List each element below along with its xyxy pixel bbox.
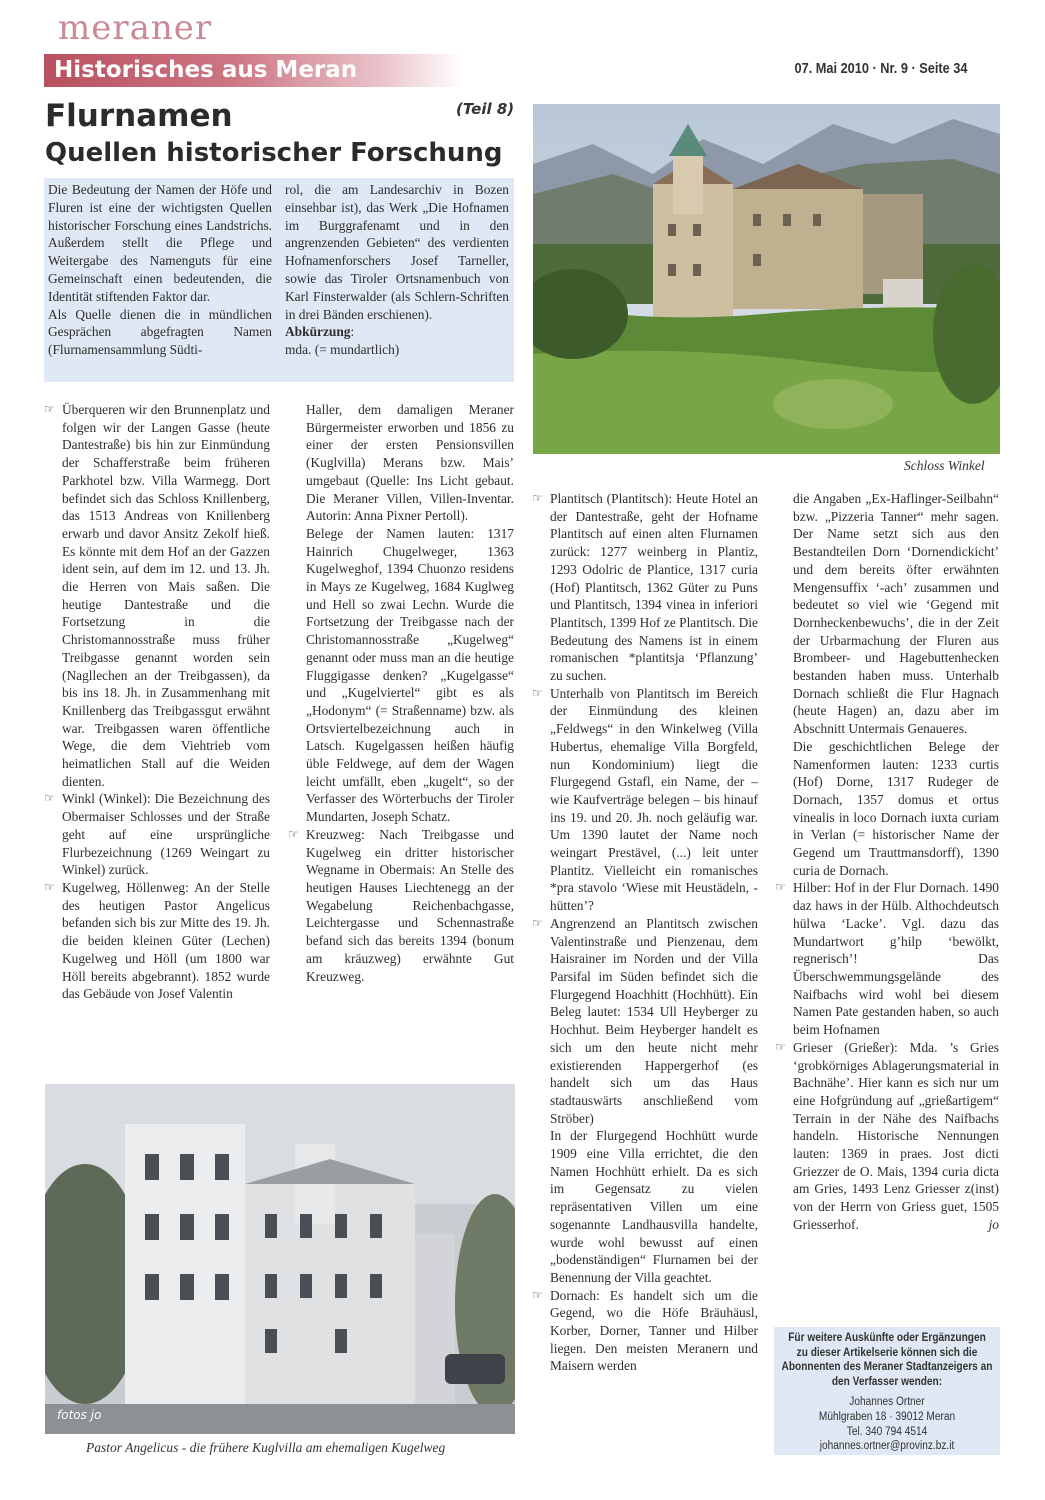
article-part: (Teil 8)	[456, 100, 515, 118]
pointing-hand-icon: ☞	[44, 879, 55, 894]
photo-pastor-angelicus	[45, 1084, 515, 1434]
pointing-hand-icon: ☞	[532, 915, 543, 930]
section-banner	[44, 54, 464, 87]
entry-belege: Belege der Namen lauten: 1317 Hainrich Chugelweger, 1363 Kugelweghof, 1394 Chuonzo residens in Mays ze Kugelweg, 1684 Kuglweg und Hell so zwai Lechn. Wurde die Fortsetzung der Treibgasse nach der Christomannosstraße „Kugelweg“ genannt oder muss man an die heutige Fluggigasse denken? „Kugelgasse“ und „Kugelviertel“ gibt es als „Hodonym“ (= Straßenname) bzw. als Ortsviertelbezeichnung auch in Latsch. Kugelgassen heißen häufig üble Feldwege, auf dem der Wagen leicht umfällt, eben „kugelt“, so der Verfasser des Wörterbuchs der Tiroler Mundarten, Joseph Schatz.	[306, 525, 514, 825]
author-signature: jo	[988, 1216, 999, 1232]
entry-winkl	[44, 790, 270, 879]
entry-brunnenplatz	[44, 401, 270, 790]
entry-text: Dornach: Es handelt sich um die Gegend, wo die Höfe Bräuhäusl, Korber, Dorner, Tanner und Hilber liegen. Den meisten Meranern und Maisern werden	[550, 1287, 758, 1374]
author-contact-box	[774, 1327, 1000, 1455]
contact-address: Mühlgraben 18 · 39012 Meran	[818, 1410, 956, 1423]
entry-hochhuett: In der Flurgegend Hochhütt wurde 1909 eine Villa errichtet, die den Namen Hochhütt erhielt. Da es sich im Gegensatz zu vielen repräsentativen Villen um eine sogenannte Landhausvilla handelte, wurde wohl bewusst auf einen „bodenständigen“ Flurnamen bei der Benennung der Villa geachtet.	[550, 1128, 758, 1285]
pointing-hand-icon: ☞	[532, 491, 543, 505]
abbrev-text: mda. (= mundartlich)	[285, 342, 400, 358]
entry-text: Überqueren wir den Brunnenplatz und folgen wir der Langen Gasse (heute Dantestraße) bis hin zur Einmündung der Schafferstraße beim früheren Parkhotel bzw. Villa Warmegg. Dort befindet sich das Schloss Knillenberg, das 1513 Andreas von Knillenberg erwarb und davor Ansitz Zekolf hieß. Es könnte mit dem Hof an der Gazzen ident sein, auf dem im 12. und 13. Jh. die Herren von Mais saßen. Die heutige Dantestraße und die Fortsetzung in die Christomannosstraße muss früher Treibgasse genannt worden sein (Nagllechen an der Treibgassen), da bis ins 18. Jh. in Zusammenhang mit Knillenberg das Treibgassgut erwähnt war. Treibgassen waren öffentliche Wege, die dem Viehtrieb vom heimatlichen Stall auf die Weiden dienten.	[62, 402, 270, 789]
castle-photo-image	[533, 104, 1000, 454]
column-2	[288, 401, 514, 985]
column-3	[532, 490, 758, 1375]
pointing-hand-icon: ☞	[775, 880, 786, 895]
entry-text: Unterhalb von Plantitsch im Bereich der Einmündung des kleinen „Feldwegs“ in den Winkelweg (Villa Hubertus, ehemalige Villa Borgfeld, nun Kondominium) liegt die Flurgegend Gstafl, ein Name, der – wie Kaufverträge belegen – bis hinauf ins 19. und 20. Jh. noch geläufig war. Um 1390 lautet der Name noch weingart Prestävel, (...) leit unter Plantitz. Vielleicht ein romanisches *pra stavolo ‘Wiese mit Heustädeln, -hütten’?	[550, 685, 758, 914]
entry-gstafl	[532, 685, 758, 915]
article-title: Flurnamen	[45, 98, 233, 134]
entry-text: Angrenzend an Plantitsch zwischen Valentinstraße und Pienzenau, dem Haisrainer im Norden und der Villa Parsifal im Süden befindet sich die Flurgegend Hoachhitt (Hochhütt). Ein Beleg lautet: 1534 Ull Heyberger zu Hochhut. Beim Heyberger handelt es sich um den heute nicht mehr existierenden Happergerhof (es handelt sich um das Haus stadtauswärts anschließend vom Ströber)	[550, 915, 758, 1126]
entry-kugelweg	[44, 879, 270, 1003]
villa-caption: Pastor Angelicus - die frühere Kuglvilla am ehemaligen Kugelweg	[86, 1440, 446, 1455]
entry-text: Kugelweg, Höllenweg: An der Stelle des heutigen Pastor Angelicus befanden sich bis zur Mitte des 19. Jh. die beiden kleinen Güter (Lechen) Kugelweg und Höll (um 1800 war Höll bereits abgebrannt). 1852 wurde das Gebäude von Josef Valentin	[62, 879, 270, 1002]
castle-caption: Schloss Winkel	[904, 458, 985, 473]
entry-hoachhitt	[532, 915, 758, 1127]
photo-schloss-winkel	[533, 104, 1000, 454]
column-1	[44, 401, 270, 1003]
pointing-hand-icon: ☞	[775, 1039, 786, 1054]
masthead-logo: meraner	[58, 8, 213, 48]
pointing-hand-icon: ☞	[288, 826, 299, 841]
entry-text: Kreuzweg: Nach Treibgasse und Kugelweg ein dritter historischer Wegname in Obermais: An Stelle des heutigen Hauses Liechtenegg an der Wegabelung Reichenbachgasse, Leichtergasse und Schennastraße befand sich das bereits 1394 (bonum am kräuzweg) erwähnte Gut Kreuzweg.	[306, 826, 514, 984]
entry-text: Grieser (Grießer): Mda. ’s Gries ‘grobkörniges Ablagerungsmaterial in Bachnähe’. Hier kann es sich nur um eine Hofgründung auf „grießartigem“ Terrain in der Nähe des Naifbachs handeln. Historische Nennungen lauten: 1369 in praes. Jost dicti Griezzer de O. Mais, 1394 curia dicta am Gries, 1493 Lenz Griesser z(inst) von der Herrn von Griess guet, 1505 Griesserhof.	[793, 1039, 999, 1232]
intro-right-text: rol, die am Landesarchiv in Bozen einsehbar ist), das Werk „Die Hofnamen im Burggrafenamt und in den angrenzenden Gebieten“ des verdienten Hofnamenforschers Josef Tarneller, sowie das Tiroler Ortsnamenbuch von Karl Finsterwalder (als Schlern-Schriften in drei Bänden erschienen).	[285, 182, 509, 322]
intro-right: rol, die am Landesarchiv in Bozen einsehbar ist), das Werk „Die Hofnamen im Burggrafenamt und in den angrenzenden Gebieten“ des verdienten Hofnamenforschers Josef Tarneller, sowie das Tiroler Ortsnamenbuch von Karl Finsterwalder (als Schlern-Schriften in drei Bänden erschienen). Abkürzung: mda. (= mundartlich)	[285, 182, 509, 358]
contact-note: Für weitere Auskünfte oder Ergänzungen zu dieser Artikelserie können sich die Abonnenten des Meraner Stadtanzeigers an den Verfasser wenden:	[781, 1332, 993, 1388]
photo-credit: fotos jo	[57, 1408, 102, 1422]
contact-name: Johannes Ortner	[849, 1396, 925, 1409]
abbrev-label: Abkürzung	[285, 324, 351, 340]
entry-dornach-cont: die Angaben „Ex-Haflinger-Seilbahn“ bzw. „Pizzeria Tanner“ mehr sagen. Der Name setzt sich aus den Bestandteilen Dorn ‘Dornendickicht’ und dem bereits öfter erwähnten Mengensuffix ‘-ach’ zusammen und bedeutet so viel wie ‘Gegend mit Dornheckenbewuchs’, die in der Zeit der Urbarmachung der Fluren aus Brombeer- und Hagebuttenhecken bestanden haben muss. Unterhalb Dornach schließt die Flur Hagnach (heute Hagen) an, dazu aber im Abschnitt Untermais Genaueres.	[793, 491, 999, 737]
pointing-hand-icon: ☞	[532, 1287, 543, 1302]
article-subtitle: Quellen historischer Forschung	[45, 138, 503, 168]
villa-photo-image	[45, 1084, 515, 1434]
entry-text: Winkl (Winkel): Die Bezeichnung des Obermaiser Schlosses und der Straße geht auf eine ursprüngliche Flurbezeichnung (1269 Weingart zu Winkel) zurück.	[62, 791, 270, 878]
intro-box	[44, 178, 514, 382]
intro-left: Die Bedeutung der Namen der Höfe und Fluren ist eine der wichtigsten Quellen historischer Forschung eines Landstrichs. Außerdem stellt die Pflege und Weitergabe des Namenguts für eine Gemeinschaft einen bedeutenden, die Identität stiftenden Faktor dar. Als Quelle dienen die in mündlichen Gesprächen abgefragten Namen (Flurnamensammlung Südti-	[48, 182, 272, 358]
issue-info: 07. Mai 2010 · Nr. 9 · Seite 34	[794, 60, 967, 77]
contact-phone: Tel. 340 794 4514	[846, 1425, 928, 1438]
entry-plantitsch	[532, 490, 758, 685]
contact-email[interactable]: johannes.ortner@provinz.bz.it	[819, 1440, 955, 1453]
entry-kreuzweg	[288, 826, 514, 985]
section-title: Historisches aus Meran	[54, 57, 358, 83]
entry-hilber	[775, 879, 999, 1038]
entry-continuation: Haller, dem damaligen Meraner Bürgermeister erworben und 1856 zu einer der ersten Pensionsvillen (Kuglvilla) Merans bzw. Mais’ umgebaut (Quelle: Ins Licht gebaut. Die Meraner Villen, Villen-Inventar. Autorin: Anna Pixner Pertoll).	[306, 402, 514, 524]
entry-text: Hilber: Hof in der Flur Dornach. 1490 daz haws in der Hülb. Althochdeutsch hülwa ‘Lacke’. Vgl. dazu das Mundartwort g’hilp ‘bewölkt, regnerisch’! Das Überschwemmungsgelände des Naifbachs wird wohl bei diesem Namen Pate gestanden haben, so auch beim Hofnamen	[793, 880, 999, 1038]
column-4	[775, 490, 999, 1234]
entry-dornach	[532, 1287, 758, 1376]
entry-dornach-belege: Die geschichtlichen Belege der Namenformen lauten: 1233 curtis (Hof) Dorne, 1317 Rudeger de Dornach, 1357 domus et ortus vinealis in loco Dornach iuxta curiam in Verlan (= historischer Name der Gegend um Trauttmansdorff), 1390 curia de Dornach.	[793, 738, 999, 878]
entry-text: Plantitsch (Plantitsch): Heute Hotel an der Dantestraße, geht der Hofname Plantitsch auf einen alten Flurnamen zurück: 1277 weinberg in Plantiz, 1293 Odolric de Plantice, 1317 curia (Hof) Plantitsch, 1362 Güter zu Puns und Plantitsch, 1394 vinea in inferiori Plantitsch, 1399 Hof ze Plantitsch. Die Bedeutung des Namens ist in einem romanischen *plantitsja ‘Pflanzung’ zu suchen.	[550, 491, 758, 684]
pointing-hand-icon: ☞	[532, 685, 543, 700]
pointing-hand-icon: ☞	[44, 791, 55, 806]
pointing-hand-icon: ☞	[44, 402, 55, 416]
entry-grieser	[775, 1039, 999, 1234]
